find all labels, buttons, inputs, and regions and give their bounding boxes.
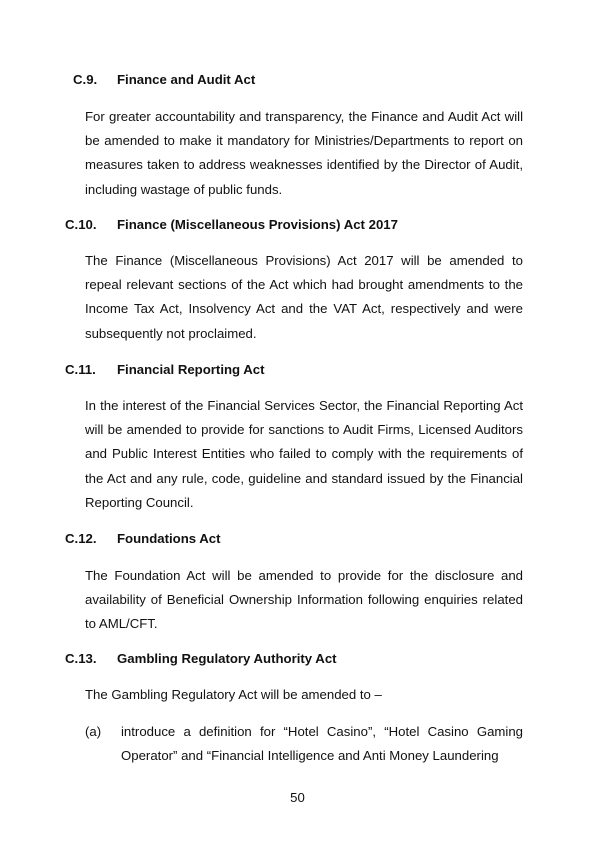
section-number: C.10. [65,217,97,232]
section-title: Finance and Audit Act [117,72,256,87]
page-number: 50 [290,790,305,805]
section-title: Gambling Regulatory Authority Act [117,651,337,666]
section-title: Foundations Act [117,531,221,546]
list-item-text: introduce a definition for “Hotel Casino”, “Hotel Casino Gaming Operator” and “Financial Intelligence and Anti Money Laundering [121,724,523,764]
section-title: Financial Reporting Act [117,362,265,377]
section-number: C.12. [65,531,97,546]
section-paragraph: The Finance (Miscellaneous Provisions) Act 2017 will be amended to repeal relevant sections of the Act which had brought amendments to the Income Tax Act, Insolvency Act and the VAT Act, respectively and were subsequently not proclaimed. [85,253,523,341]
section-number: C.11. [65,362,96,377]
section-paragraph: For greater accountability and transparency, the Finance and Audit Act will be amended to make it mandatory for Ministries/Departments to report on measures taken to address weaknesses identified by the Director of Audit, including wastage of public funds. [85,109,523,197]
section-number: C.13. [65,651,97,666]
section-paragraph: The Gambling Regulatory Act will be amended to – [85,687,382,702]
section-title: Finance (Miscellaneous Provisions) Act 2017 [117,217,398,232]
section-paragraph: In the interest of the Financial Services Sector, the Financial Reporting Act will be amended to provide for sanctions to Audit Firms, Licensed Auditors and Public Interest Entities who failed to comply with the requirements of the Act and any rule, code, guideline and standard issued by the Financial Reporting Council. [85,398,523,510]
list-item-marker: (a) [85,724,102,739]
section-number: C.9. [73,72,98,87]
section-paragraph: The Foundation Act will be amended to provide for the disclosure and availability of Beneficial Ownership Information following enquiries related to AML/CFT. [85,568,523,632]
